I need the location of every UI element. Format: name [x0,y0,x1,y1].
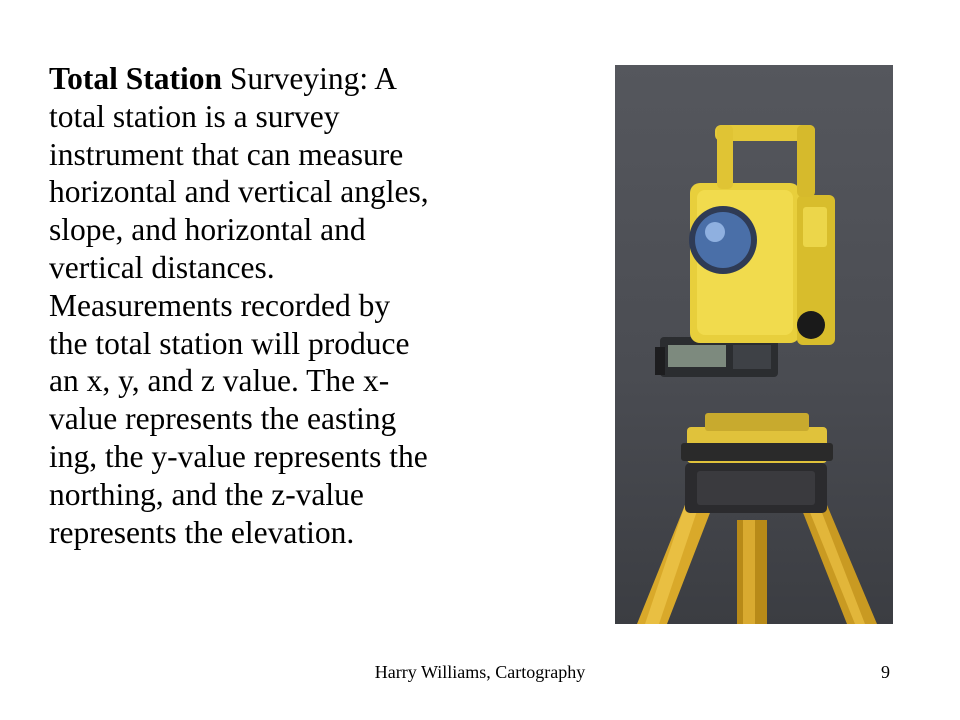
bold-term: Total Station [49,61,223,96]
footer-text: Harry Williams, Cartography [374,662,586,682]
text-fragment: Surveying: A [222,61,398,96]
page-number: 9 [881,662,890,682]
text-line: horizontal and vertical angles, [49,174,429,210]
text-line: value represents the easting [49,401,397,437]
tribrach [681,413,833,463]
total-station-photo [615,65,893,624]
instrument-body [689,125,835,345]
text-line [49,60,519,98]
text-line: vertical distances. [49,249,275,285]
total-station-illustration [615,65,893,624]
text-line: northing, and the z-value [49,476,364,512]
body-text [49,60,519,551]
text-line: instrument that can measure [49,136,404,172]
text-line: total station is a survey [49,98,340,134]
text-line: slope, and horizontal and [49,212,366,248]
text-line: the total station will produce [49,325,410,361]
text-line: an x, y, and z value. The x- [49,363,390,399]
text-line: Measurements recorded by [49,287,391,323]
tripod [637,463,877,624]
text-line: represents the elevation. [49,514,355,550]
text-line: ing, the y-value represents the [49,438,428,474]
